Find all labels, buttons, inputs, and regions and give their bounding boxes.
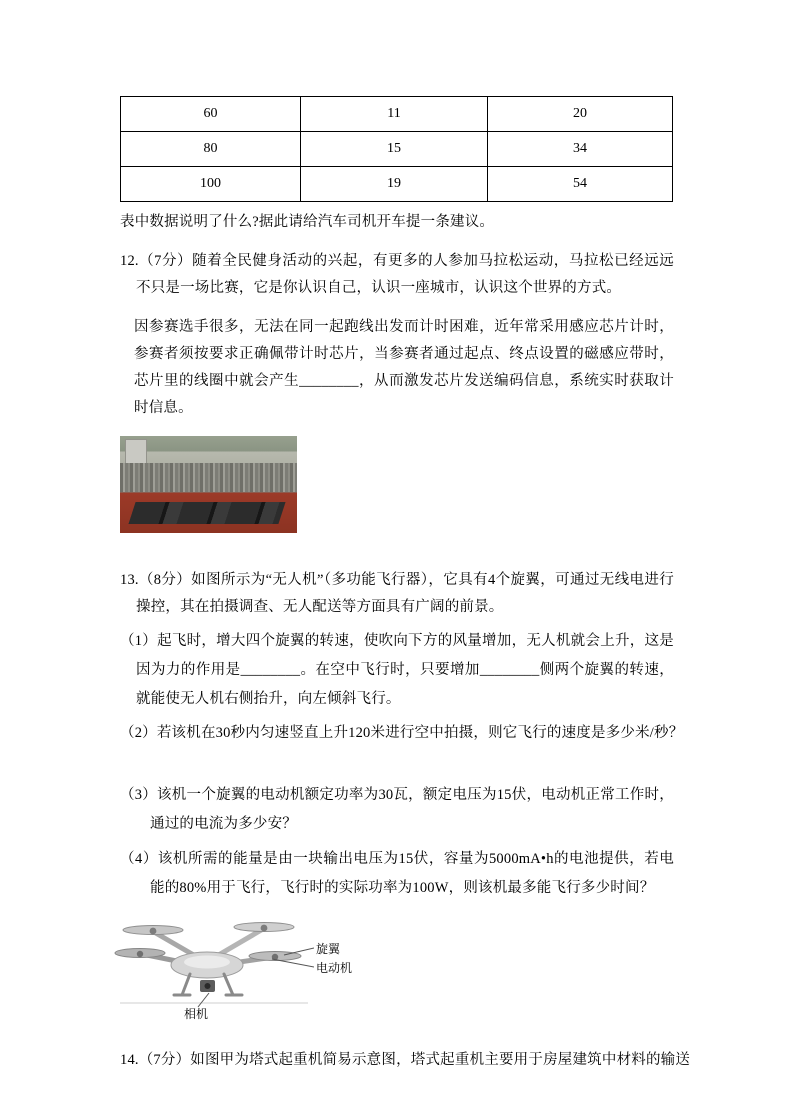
table-cell: 80 [121,132,301,167]
drone-body [171,952,243,978]
table-cell: 20 [488,97,673,132]
runner-crowd-band [120,463,297,492]
drone-label-motor: 电动机 [316,961,353,975]
question-12-intro: 12.（7分）随着全民健身活动的兴起，有更多的人参加马拉松运动，马拉松已经远远不只是一场比赛，它是你认识自己，认识一座城市，认识这个世界的方式。 [120,253,674,296]
table-row [121,97,673,132]
question-14-intro: 14.（7分）如图甲为塔式起重机简易示意图，塔式起重机主要用于房屋建筑中材料的输送 [120,1052,691,1068]
question-13-part1: （1）起飞时，增大四个旋翼的转速，使吹向下方的风量增加，无人机就会上升，这是因为力的作用是________。在空中飞行时，只要增加________侧两个旋翼的转速，就能使无人机右侧抬升，向左倾斜飞行。 [120,633,674,707]
drone-figure [114,915,374,1021]
table-cell: 60 [121,97,301,132]
drone-camera [200,980,215,992]
marathon-start-photo [120,436,297,533]
question-13-part4: （4）该机所需的能量是由一块输出电压为15伏，容量为5000mA•h的电池提供，若电能的80%用于飞行，飞行时的实际功率为100W，则该机最多能飞行多少时间？ [120,851,674,896]
table-cell: 11 [301,97,488,132]
table-question-text: 表中数据说明了什么?据此请给汽车司机开车提一条建议。 [120,214,495,230]
table-cell: 19 [301,167,488,202]
drone-illustration [114,915,314,1021]
table-row [121,167,673,202]
table-cell: 34 [488,132,673,167]
data-table-body [121,97,673,202]
drone-label-rotor: 旋翼 [316,942,341,956]
timing-mats [128,502,285,524]
table-cell: 54 [488,167,673,202]
table-cell: 15 [301,132,488,167]
question-13-part2: （2）若该机在30秒内匀速竖直上升120米进行空中拍摄，则它飞行的速度是多少米/秒？ [120,725,684,741]
question-13-part3: （3）该机一个旋翼的电动机额定功率为30瓦，额定电压为15伏，电动机正常工作时，通过的电流为多少安？ [120,787,674,832]
drone-label-camera: 相机 [184,1007,209,1021]
table-cell: 100 [121,167,301,202]
question-13-intro: 13.（8分）如图所示为“无人机”（多功能飞行器），它具有4个旋翼，可通过无线电进行操控，其在拍摄调查、无人配送等方面具有广阔的前景。 [120,572,674,615]
table-row [121,132,673,167]
data-table [120,96,673,202]
question-12-body: 因参赛选手很多，无法在同一起跑线出发而计时困难，近年常采用感应芯片计时，参赛者须按要求正确佩带计时芯片，当参赛者通过起点、终点设置的磁感应带时，芯片里的线圈中就会产生________，从而激发芯片发送编码信息，系统实时获取计时信息。 [134,319,674,416]
